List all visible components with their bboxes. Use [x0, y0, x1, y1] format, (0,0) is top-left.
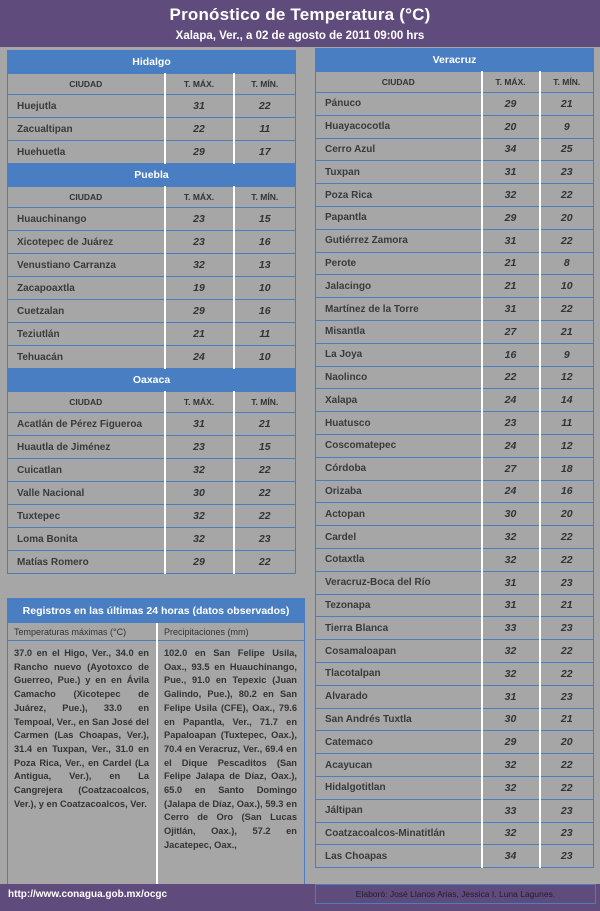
max-temps-label: Temperaturas máximas (°C): [8, 623, 156, 641]
max-temp: 32: [482, 640, 540, 663]
min-temp: 23: [540, 571, 594, 594]
table-row: [316, 93, 594, 116]
min-temp: 22: [540, 548, 594, 571]
city-name: Pánuco: [316, 93, 482, 116]
column-header-max: T. MÁX.: [165, 187, 234, 208]
max-temp: 16: [482, 343, 540, 366]
max-temp: 31: [482, 685, 540, 708]
city-name: Misantla: [316, 320, 482, 343]
column-header-min: T. MÍN.: [234, 74, 296, 95]
column-header-row: [8, 74, 296, 95]
min-temp: 22: [234, 551, 296, 574]
min-temp: 22: [540, 754, 594, 777]
table-row: [316, 206, 594, 229]
max-temp: 29: [165, 141, 234, 164]
min-temp: 23: [540, 161, 594, 184]
city-name: La Joya: [316, 343, 482, 366]
column-header-row: [8, 187, 296, 208]
region-name: Veracruz: [316, 49, 594, 72]
city-name: Alvarado: [316, 685, 482, 708]
column-header-city: CIUDAD: [8, 187, 165, 208]
table-row: [316, 685, 594, 708]
max-temp: 29: [482, 93, 540, 116]
table-row: [8, 323, 296, 346]
max-temp: 24: [482, 480, 540, 503]
min-temp: 16: [234, 300, 296, 323]
min-temp: 25: [540, 138, 594, 161]
max-temp: 32: [165, 254, 234, 277]
table-row: [316, 298, 594, 321]
min-temp: 22: [540, 776, 594, 799]
city-name: Cosamaloapan: [316, 640, 482, 663]
city-name: Tierra Blanca: [316, 617, 482, 640]
table-row: [316, 799, 594, 822]
min-temp: 21: [234, 413, 296, 436]
city-name: Cotaxtla: [316, 548, 482, 571]
max-temp: 32: [165, 528, 234, 551]
precip-column: [156, 623, 304, 887]
min-temp: 22: [540, 526, 594, 549]
max-temp: 24: [165, 346, 234, 369]
table-row: [8, 436, 296, 459]
region-header-row: [8, 164, 296, 187]
column-header-city: CIUDAD: [8, 392, 165, 413]
region-name: Oaxaca: [8, 369, 296, 392]
table-row: [316, 640, 594, 663]
max-temp: 23: [165, 436, 234, 459]
table-row: [316, 229, 594, 252]
table-row: [8, 231, 296, 254]
table-row: [316, 320, 594, 343]
max-temp: 32: [165, 459, 234, 482]
max-temp: 32: [482, 776, 540, 799]
min-temp: 23: [540, 799, 594, 822]
min-temp: 20: [540, 503, 594, 526]
table-row: [316, 412, 594, 435]
city-name: Matías Romero: [8, 551, 165, 574]
table-row: [316, 366, 594, 389]
table-row: [316, 776, 594, 799]
max-temp: 29: [482, 731, 540, 754]
min-temp: 22: [234, 482, 296, 505]
city-name: Tuxtepec: [8, 505, 165, 528]
table-row: [316, 548, 594, 571]
city-name: Tezonapa: [316, 594, 482, 617]
column-header-city: CIUDAD: [8, 74, 165, 95]
table-row: [316, 617, 594, 640]
max-temp: 29: [165, 300, 234, 323]
footer-credit: Elaboró: José Llanos Arias, Jessica I. Luna Lagunes.: [315, 884, 596, 904]
max-temp: 30: [482, 503, 540, 526]
min-temp: 10: [540, 275, 594, 298]
city-name: Huauchinango: [8, 208, 165, 231]
max-temp: 27: [482, 320, 540, 343]
max-temp: 23: [482, 412, 540, 435]
max-temp: 24: [482, 389, 540, 412]
max-temp: 33: [482, 799, 540, 822]
min-temp: 22: [540, 662, 594, 685]
max-temp: 32: [482, 526, 540, 549]
table-row: [8, 95, 296, 118]
table-row: [316, 480, 594, 503]
min-temp: 22: [540, 640, 594, 663]
min-temp: 13: [234, 254, 296, 277]
table-row: [316, 343, 594, 366]
max-temp: 19: [165, 277, 234, 300]
max-temp: 34: [482, 845, 540, 868]
region-header-row: [8, 51, 296, 74]
min-temp: 10: [234, 346, 296, 369]
table-row: [316, 754, 594, 777]
max-temp: 32: [482, 184, 540, 207]
table-row: [316, 184, 594, 207]
observed-records-panel: [7, 598, 305, 888]
min-temp: 21: [540, 320, 594, 343]
table-row: [8, 505, 296, 528]
max-temp: 31: [482, 594, 540, 617]
city-name: Huayacocotla: [316, 115, 482, 138]
min-temp: 23: [540, 822, 594, 845]
table-row: [316, 731, 594, 754]
city-name: Tuxpan: [316, 161, 482, 184]
table-row: [8, 208, 296, 231]
table-row: [8, 551, 296, 574]
city-name: Xicotepec de Juárez: [8, 231, 165, 254]
city-name: Coatzacoalcos-Minatitlán: [316, 822, 482, 845]
city-name: Venustiano Carranza: [8, 254, 165, 277]
city-name: Orizaba: [316, 480, 482, 503]
table-row: [316, 138, 594, 161]
city-name: Jalacingo: [316, 275, 482, 298]
min-temp: 11: [234, 118, 296, 141]
table-row: [316, 115, 594, 138]
min-temp: 9: [540, 115, 594, 138]
max-temp: 24: [482, 434, 540, 457]
city-name: Acatlán de Pérez Figueroa: [8, 413, 165, 436]
max-temp: 29: [482, 206, 540, 229]
min-temp: 11: [540, 412, 594, 435]
max-temp: 27: [482, 457, 540, 480]
city-name: Hidalgotitlan: [316, 776, 482, 799]
min-temp: 12: [540, 366, 594, 389]
max-temp: 31: [165, 413, 234, 436]
city-name: Gutiérrez Zamora: [316, 229, 482, 252]
city-name: Martínez de la Torre: [316, 298, 482, 321]
city-name: Acayucan: [316, 754, 482, 777]
table-row: [8, 254, 296, 277]
min-temp: 12: [540, 434, 594, 457]
city-name: Valle Nacional: [8, 482, 165, 505]
min-temp: 9: [540, 343, 594, 366]
max-temp: 32: [482, 548, 540, 571]
max-temp: 22: [482, 366, 540, 389]
page-title: Pronóstico de Temperatura (°C): [169, 5, 431, 24]
city-name: Zacapoaxtla: [8, 277, 165, 300]
table-row: [316, 457, 594, 480]
precip-text: 102.0 en San Felipe Usila, Oax., 93.5 en Huauchinango, Pue., 91.0 en Tepexic (Juan Galindo, Pue.), 80.2 en San Felipe Usila (CFE), Oax., 79.6 en Papantla, Ver., 71.7 en Papaloapan (Tuxtepec, Oax.), 70.4 en Veracruz, Ver., 69.4 en el Dique Pescaditos (San Felipe Jalapa de Díaz, Oax.), 65.0 en Santo Domingo (Jalapa de Díaz, Oax.), 59.3 en Cerro de Oro (San Lucas Ojitlán, Oax.), 57.2 en Jacatepec, Oax.,: [164, 648, 297, 850]
precip-label: Precipitaciones (mm): [158, 623, 304, 641]
column-header-min: T. MÍN.: [234, 187, 296, 208]
region-header-row: [8, 369, 296, 392]
table-row: [8, 346, 296, 369]
column-header-min: T. MÍN.: [234, 392, 296, 413]
region-name: Hidalgo: [8, 51, 296, 74]
max-temp: 34: [482, 138, 540, 161]
max-temp: 30: [165, 482, 234, 505]
city-name: Papantla: [316, 206, 482, 229]
footer-url-link[interactable]: http://www.conagua.gob.mx/ocgc: [8, 889, 168, 900]
min-temp: 20: [540, 206, 594, 229]
min-temp: 21: [540, 93, 594, 116]
page-header: [0, 0, 600, 47]
table-row: [316, 389, 594, 412]
region-name: Puebla: [8, 164, 296, 187]
table-row: [316, 252, 594, 275]
max-temp: 32: [165, 505, 234, 528]
min-temp: 22: [540, 184, 594, 207]
table-row: [316, 594, 594, 617]
city-name: Tlacotalpan: [316, 662, 482, 685]
min-temp: 8: [540, 252, 594, 275]
max-temp: 21: [165, 323, 234, 346]
table-row: [316, 845, 594, 868]
table-row: [8, 118, 296, 141]
min-temp: 16: [540, 480, 594, 503]
table-row: [316, 708, 594, 731]
city-name: Coscomatepec: [316, 434, 482, 457]
max-temp: 22: [165, 118, 234, 141]
min-temp: 11: [234, 323, 296, 346]
max-temp: 23: [165, 208, 234, 231]
min-temp: 23: [540, 845, 594, 868]
table-row: [316, 571, 594, 594]
table-row: [8, 300, 296, 323]
min-temp: 17: [234, 141, 296, 164]
min-temp: 22: [234, 95, 296, 118]
min-temp: 23: [234, 528, 296, 551]
min-temp: 18: [540, 457, 594, 480]
city-name: Huejutla: [8, 95, 165, 118]
min-temp: 10: [234, 277, 296, 300]
city-name: San Andrés Tuxtla: [316, 708, 482, 731]
city-name: Poza Rica: [316, 184, 482, 207]
city-name: Cerro Azul: [316, 138, 482, 161]
min-temp: 15: [234, 208, 296, 231]
min-temp: 22: [540, 298, 594, 321]
column-header-city: CIUDAD: [316, 72, 482, 93]
city-name: Loma Bonita: [8, 528, 165, 551]
column-header-row: [8, 392, 296, 413]
min-temp: 22: [234, 459, 296, 482]
city-name: Teziutlán: [8, 323, 165, 346]
max-temp: 21: [482, 252, 540, 275]
city-name: Actopan: [316, 503, 482, 526]
table-row: [316, 662, 594, 685]
max-temp: 20: [482, 115, 540, 138]
city-name: Huatusco: [316, 412, 482, 435]
table-row: [8, 413, 296, 436]
region-header-row: [316, 49, 594, 72]
table-row: [316, 526, 594, 549]
table-row: [316, 275, 594, 298]
min-temp: 15: [234, 436, 296, 459]
table-row: [316, 161, 594, 184]
max-temp: 31: [482, 161, 540, 184]
city-name: Xalapa: [316, 389, 482, 412]
city-name: Veracruz-Boca del Río: [316, 571, 482, 594]
table-row: [8, 528, 296, 551]
min-temp: 21: [540, 708, 594, 731]
city-name: Cuicatlan: [8, 459, 165, 482]
city-name: Naolinco: [316, 366, 482, 389]
city-name: Perote: [316, 252, 482, 275]
max-temp: 29: [165, 551, 234, 574]
table-row: [8, 459, 296, 482]
city-name: Córdoba: [316, 457, 482, 480]
table-row: [8, 482, 296, 505]
max-temps-column: [8, 623, 156, 887]
city-name: Las Choapas: [316, 845, 482, 868]
column-header-max: T. MÁX.: [165, 74, 234, 95]
max-temp: 31: [482, 298, 540, 321]
table-row: [8, 277, 296, 300]
page-subtitle: Xalapa, Ver., a 02 de agosto de 2011 09:00 hrs: [175, 30, 425, 42]
max-temp: 23: [165, 231, 234, 254]
table-row: [316, 434, 594, 457]
max-temp: 32: [482, 754, 540, 777]
table-row: [8, 141, 296, 164]
forecast-table-veracruz: [315, 48, 594, 868]
city-name: Cuetzalan: [8, 300, 165, 323]
table-row: [316, 503, 594, 526]
min-temp: 14: [540, 389, 594, 412]
max-temp: 32: [482, 822, 540, 845]
min-temp: 23: [540, 685, 594, 708]
max-temp: 31: [482, 229, 540, 252]
city-name: Catemaco: [316, 731, 482, 754]
city-name: Zacualtipan: [8, 118, 165, 141]
column-header-min: T. MÍN.: [540, 72, 594, 93]
city-name: Tehuacán: [8, 346, 165, 369]
max-temp: 32: [482, 662, 540, 685]
max-temp: 33: [482, 617, 540, 640]
min-temp: 23: [540, 617, 594, 640]
max-temps-text: 37.0 en el Higo, Ver., 34.0 en Rancho nuevo (Ayotoxco de Guerreo, Pue.) y en en Ávila Camacho (Xicotepec de Juárez, Pue.), 33.0 en Tempoal, Ver., en San José del Carmen (Las Choapas, Ver.), 31.4 en Tuxpan, Ver., 31.0 en Poza Rica, Ver., en Cardel (La Antigua, Ver.), en La Cangrejera (Coatzacoalcos, Ver.), y en Coatzacoalcos, Ver.: [14, 648, 149, 809]
forecast-table-left: [7, 50, 296, 574]
city-name: Jáltipan: [316, 799, 482, 822]
min-temp: 16: [234, 231, 296, 254]
observed-records-title: Registros en las últimas 24 horas (datos observados): [8, 599, 304, 623]
column-header-row: [316, 72, 594, 93]
min-temp: 22: [540, 229, 594, 252]
max-temp: 21: [482, 275, 540, 298]
min-temp: 20: [540, 731, 594, 754]
min-temp: 21: [540, 594, 594, 617]
city-name: Cardel: [316, 526, 482, 549]
min-temp: 22: [234, 505, 296, 528]
max-temp: 30: [482, 708, 540, 731]
max-temp: 31: [482, 571, 540, 594]
city-name: Huehuetla: [8, 141, 165, 164]
column-header-max: T. MÁX.: [482, 72, 540, 93]
city-name: Huautla de Jiménez: [8, 436, 165, 459]
max-temp: 31: [165, 95, 234, 118]
column-header-max: T. MÁX.: [165, 392, 234, 413]
table-row: [316, 822, 594, 845]
